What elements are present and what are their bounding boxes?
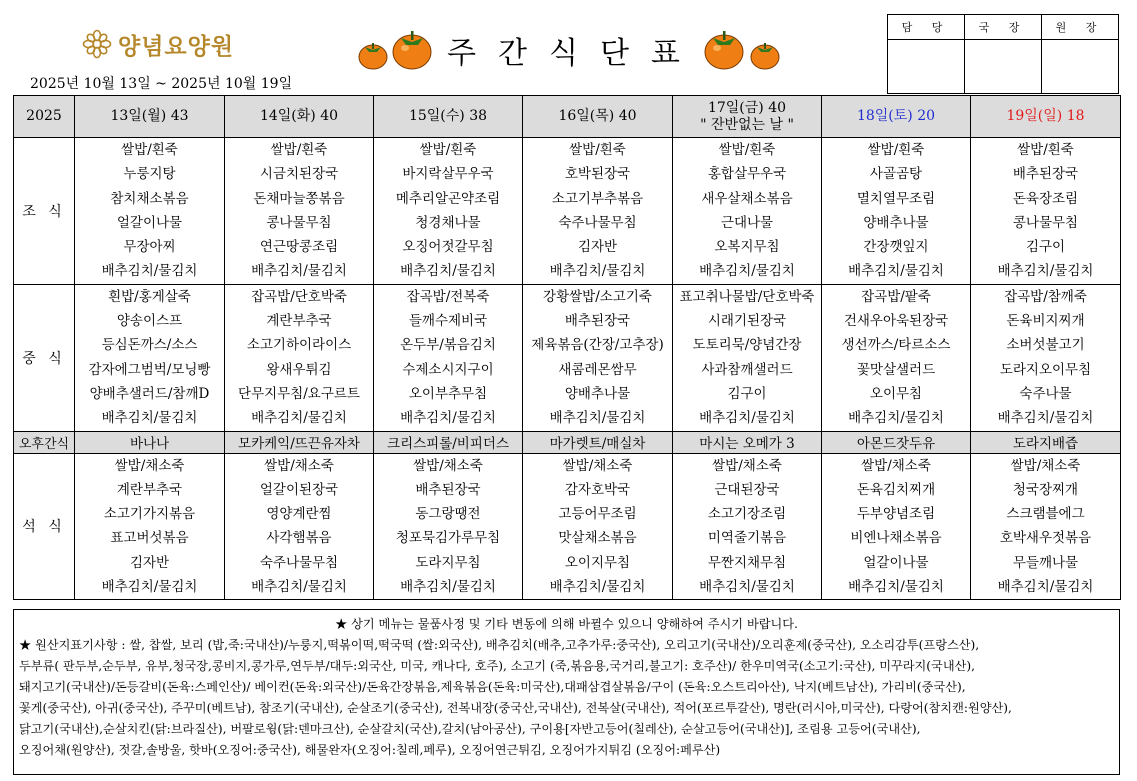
menu-item: 쌀밥/채소죽 [562, 457, 633, 474]
menu-item: 잡곡밥/단호박죽 [251, 288, 347, 305]
menu-item: 연근땅콩조림 [259, 239, 339, 256]
menu-item: 청경채나물 [415, 214, 481, 231]
day-header: 17일(금) 40 " 잔반없는 날 " [673, 96, 822, 138]
menu-cell [523, 453, 673, 600]
menu-item: 배추김치/물김치 [699, 263, 795, 280]
menu-item: 제육볶음(간장/고추장) [531, 337, 664, 354]
title-area [355, 22, 785, 74]
meal-label-snack: 오후간식 [14, 431, 75, 453]
menu-item: 호박새우젓볶음 [999, 530, 1092, 547]
signature-cell[interactable] [888, 40, 965, 94]
menu-item: 쌀밥/흰죽 [569, 142, 626, 158]
menu-item: 김구이 [727, 385, 767, 402]
menu-cell [225, 138, 374, 285]
menu-item: 무장아찌 [123, 239, 176, 256]
menu-item: 김자반 [577, 239, 618, 256]
meal-label-breakfast: 조 식 [14, 138, 75, 285]
origin-line: 닭고기(국내산),순살치킨(닭:브라질산), 버팔로윙(닭:덴마크산), 순살갈치(국산),갈치(남아공산), 구이용[자반고등어(칠레산), 순살고등어(국내산)], 조림용 고등어(국내산), [19, 722, 921, 736]
menu-item: 무짠지채무침 [707, 554, 787, 571]
logo [82, 26, 234, 62]
meal-label-dinner: 석 식 [14, 453, 75, 600]
menu-item: 숙주나물무침 [558, 214, 637, 231]
persimmon-icon [357, 38, 389, 70]
menu-item: 메추리알곤약조림 [395, 190, 501, 207]
menu-cell [673, 453, 822, 600]
menu-item: 배추김치/물김치 [549, 579, 646, 596]
menu-cell [822, 138, 971, 285]
menu-item: 배추김치/물김치 [251, 410, 347, 427]
menu-item: 꽃맛살샐러드 [856, 361, 936, 378]
menu-item: 배추김치/물김치 [699, 579, 795, 596]
menu-item: 간장깻잎지 [863, 239, 929, 256]
menu-item: 오이부추무침 [408, 385, 488, 402]
approval-label: 담 당 [888, 15, 965, 40]
menu-item: 김자반 [129, 554, 170, 571]
menu-item: 소고기장조림 [707, 506, 787, 523]
day-header: 14일(화) 40 [225, 96, 374, 138]
menu-item: 감자에그범벅/모닝빵 [88, 361, 211, 378]
menu-item: 배추김치/물김치 [251, 579, 347, 596]
menu-item: 새우살채소볶음 [701, 190, 793, 207]
menu-item: 양송이스프 [116, 313, 183, 330]
menu-item: 청국장찌개 [1012, 481, 1079, 498]
menu-cell [673, 138, 822, 285]
menu-item: 등심돈까스/소스 [101, 337, 198, 354]
menu-item: 배추김치/물김치 [101, 579, 198, 596]
menu-item: 배추김치/물김치 [997, 579, 1094, 596]
menu-cell [971, 138, 1121, 285]
menu-cell [75, 453, 225, 600]
persimmon-icon [703, 26, 745, 70]
approval-box [887, 14, 1119, 94]
menu-item: 바지락살무우국 [402, 166, 494, 183]
menu-item: 잡곡밥/전복죽 [406, 288, 490, 305]
menu-item: 도라지오이무침 [999, 361, 1092, 378]
signature-cell[interactable] [965, 40, 1042, 94]
menu-item: 온두부/볶음김치 [400, 337, 496, 354]
menu-cell [75, 138, 225, 285]
menu-item: 쌀밥/흰죽 [867, 142, 925, 158]
menu-item: 숙주나물무침 [259, 554, 339, 571]
menu-item: 소고기하이라이스 [246, 337, 352, 354]
menu-item: 배추김치/물김치 [549, 410, 646, 427]
snack-cell: 아몬드잣두유 [822, 431, 971, 453]
menu-item: 양배추나물 [564, 385, 631, 402]
notice-text: ★ 상기 메뉴는 물품사정 및 기타 변동에 의해 바뀔수 있으니 양해하여 주시기 바랍니다. [335, 617, 798, 631]
menu-item: 소고기부추볶음 [551, 190, 644, 207]
menu-item: 숙주나물 [1019, 385, 1072, 402]
menu-item: 배추김치/물김치 [400, 410, 496, 427]
menu-item: 왕새우튀김 [266, 361, 332, 378]
menu-item: 잡곡밥/팥죽 [861, 288, 931, 305]
menu-item: 배추김치/물김치 [101, 263, 198, 280]
weekly-menu-table [13, 95, 1121, 600]
persimmon-icon [391, 26, 433, 70]
approval-label: 국 장 [965, 15, 1042, 40]
menu-cell [971, 453, 1121, 600]
menu-cell [673, 284, 822, 431]
menu-item: 맛살채소볶음 [558, 530, 637, 547]
snack-cell: 크리스피롤/비피더스 [374, 431, 523, 453]
menu-item: 근대된장국 [714, 481, 780, 498]
menu-item: 콩나물무침 [1012, 214, 1079, 231]
menu-item: 무들깨나물 [1012, 554, 1079, 571]
menu-item: 수제소시지구이 [402, 361, 494, 378]
menu-item: 얼갈이된장국 [259, 481, 339, 498]
menu-item: 배추된장국 [564, 313, 631, 330]
menu-item: 오복지무침 [714, 239, 780, 256]
menu-item: 쌀밥/채소죽 [861, 457, 931, 474]
origin-line: 꽃게(중국산), 아귀(중국산), 주꾸미(베트남), 참조기(국내산), 순살조기(중국산), 전복내장(중국산,국내산), 전복살(국내산), 적어(포르투갈산), 명란(러시아,미국산), 다랑어(참치캔:원양산), [19, 701, 1012, 715]
menu-item: 생선까스/타르소스 [841, 337, 951, 354]
menu-item: 배추김치/물김치 [400, 263, 496, 280]
notes-box [13, 609, 1120, 775]
menu-item: 돈육비지찌개 [1006, 313, 1085, 330]
menu-item: 돈육장조림 [1012, 190, 1079, 207]
menu-item: 배추김치/물김치 [400, 579, 496, 596]
menu-item: 배추김치/물김치 [251, 263, 347, 280]
menu-item: 계란부추국 [266, 313, 332, 330]
menu-item: 배추김치/물김치 [997, 410, 1094, 427]
menu-cell [225, 453, 374, 600]
menu-item: 스크램블에그 [1006, 506, 1085, 523]
menu-item: 배추김치/물김치 [549, 263, 646, 280]
day-header: 16일(목) 40 [523, 96, 673, 138]
origin-line: 오징어채(원양산), 젓갈,솔방울, 핫바(오징어:중국산), 해물완자(오징어:칠레,페루), 오징어연근튀김, 오징어가지튀김 (오징어:페루산) [19, 743, 721, 757]
meal-label-lunch: 중 식 [14, 284, 75, 431]
menu-item: 영양계란찜 [266, 506, 332, 523]
menu-item: 쌀밥/채소죽 [413, 457, 483, 474]
menu-item: 쌀밥/채소죽 [712, 457, 782, 474]
day-header-sunday: 19일(일) 18 [971, 96, 1121, 138]
menu-item: 소버섯불고기 [1006, 337, 1085, 354]
menu-item: 쌀밥/흰죽 [270, 142, 328, 158]
menu-item: 들깨수제비국 [408, 313, 488, 330]
day-header: 15일(수) 38 [374, 96, 523, 138]
menu-item: 배추김치/물김치 [101, 410, 198, 427]
menu-item: 얼갈이나물 [116, 214, 183, 231]
persimmon-icon [749, 38, 781, 70]
origin-line: 돼지고기(국내산)/돈등갈비(돈육:스페인산)/ 베이컨(돈육:외국산)/돈육간장볶음,제육볶음(돈육:미국산),대패삼겹살볶음/구이 (돈육:오스트리아산), 낙지(베트남산), 가리비(중국산), [19, 680, 966, 694]
menu-item: 배추된장국 [1012, 166, 1079, 183]
menu-item: 쌀밥/흰죽 [419, 142, 477, 158]
menu-item: 배추김치/물김치 [997, 263, 1094, 280]
no-leftover-day-note: " 잔반없는 날 " [700, 116, 794, 133]
flower-logo-icon [82, 29, 112, 59]
logo-text: 양념요양원 [118, 33, 235, 60]
menu-cell [75, 284, 225, 431]
menu-item: 강황쌀밥/소고기죽 [543, 288, 652, 305]
menu-item: 배추김치/물김치 [699, 410, 795, 427]
date-range: 2025년 10월 13일 ~ 2025년 10월 19일 [30, 76, 293, 92]
menu-item: 사과참깨샐러드 [701, 361, 793, 378]
menu-item: 쌀밥/흰죽 [121, 142, 178, 158]
menu-item: 쌀밥/채소죽 [114, 457, 185, 474]
menu-item: 청포묵김가루무침 [395, 530, 501, 547]
year-header: 2025 [14, 96, 75, 138]
menu-item: 미역줄기볶음 [707, 530, 787, 547]
menu-item: 새콤레몬쌈무 [558, 361, 637, 378]
menu-item: 표고취나물밥/단호박죽 [679, 288, 815, 305]
menu-item: 양배추나물 [863, 214, 929, 231]
menu-item: 흰밥/홍게살죽 [108, 288, 191, 305]
menu-item: 사골곰탕 [869, 166, 923, 183]
menu-item: 감자호박국 [564, 481, 631, 498]
menu-item: 사각햄볶음 [266, 530, 332, 547]
menu-item: 단무지무침/요구르트 [238, 385, 360, 402]
menu-item: 도토리묵/양념간장 [692, 337, 802, 354]
day-header: 13일(월) 43 [75, 96, 225, 138]
menu-item: 근대나물 [720, 214, 774, 231]
menu-item: 비엔나채소볶음 [850, 530, 942, 547]
menu-item: 시금치된장국 [259, 166, 339, 183]
menu-cell [225, 284, 374, 431]
menu-item: 쌀밥/흰죽 [718, 142, 776, 158]
menu-item: 호박된장국 [564, 166, 631, 183]
menu-item: 잡곡밥/참깨죽 [1004, 288, 1087, 305]
menu-item: 건새우아욱된장국 [843, 313, 949, 330]
menu-item: 표고버섯볶음 [110, 530, 189, 547]
menu-cell [374, 284, 523, 431]
menu-item: 고등어무조림 [558, 506, 637, 523]
menu-cell [523, 284, 673, 431]
menu-item: 돈채마늘쫑볶음 [253, 190, 345, 207]
menu-item: 돈육김치찌개 [856, 481, 936, 498]
menu-item: 배추김치/물김치 [848, 410, 944, 427]
menu-item: 배추김치/물김치 [848, 263, 944, 280]
menu-item: 오이무침 [869, 385, 923, 402]
snack-cell: 마가렛트/매실차 [523, 431, 673, 453]
menu-item: 쌀밥/흰죽 [1017, 142, 1074, 158]
menu-item: 동그랑땡전 [415, 506, 481, 523]
menu-item: 두부양념조림 [856, 506, 936, 523]
menu-item: 김구이 [1025, 239, 1066, 256]
snack-cell: 마시는 오메가 3 [673, 431, 822, 453]
menu-item: 콩나물무침 [266, 214, 332, 231]
day-header-saturday: 18일(토) 20 [822, 96, 971, 138]
menu-item: 홍합살무우국 [707, 166, 787, 183]
menu-item: 시래기된장국 [707, 313, 787, 330]
menu-item: 참치채소볶음 [110, 190, 189, 207]
origin-line: ★ 원산지표기사항 : 쌀, 찹쌀, 보리 (밥,죽:국내산)/누룽지,떡볶이떡,떡국떡 (쌀:외국산), 배추김치(배추,고추가루:중국산), 오리고기(국내산)/오리훈제(중국산), 오소리감투(프랑스산), [19, 638, 980, 652]
menu-item: 멸치열무조림 [856, 190, 936, 207]
snack-cell: 도라지배즙 [971, 431, 1121, 453]
snack-cell: 바나나 [75, 431, 225, 453]
menu-item: 도라지무침 [415, 554, 481, 571]
menu-item: 오징어젓갈무침 [402, 239, 494, 256]
page-title: 주간식단표 [447, 36, 702, 71]
menu-item: 얼갈이나물 [863, 554, 929, 571]
approval-label: 원 장 [1042, 15, 1119, 40]
menu-item: 쌀밥/채소죽 [264, 457, 334, 474]
menu-cell [523, 138, 673, 285]
menu-item: 양배추샐러드/참깨D [89, 385, 210, 402]
menu-cell [971, 284, 1121, 431]
origin-line: 두부류( 판두부,순두부, 유부,청국장,콩비지,콩가루,연두부/대두:외국산, 미국, 캐나다, 호주), 소고기 (죽,볶음용,국거리,불고기: 호주산)/ 한우미역국(소고기:국산), 미꾸라지(국내산), [19, 659, 975, 673]
menu-item: 배추김치/물김치 [848, 579, 944, 596]
menu-item: 소고기가지볶음 [103, 506, 196, 523]
menu-item: 배추된장국 [415, 481, 481, 498]
menu-cell [822, 284, 971, 431]
menu-item: 계란부추국 [116, 481, 183, 498]
menu-item: 쌀밥/채소죽 [1010, 457, 1081, 474]
menu-item: 오이지무침 [564, 554, 631, 571]
menu-cell [822, 453, 971, 600]
snack-cell: 모카케익/뜨끈유자차 [225, 431, 374, 453]
menu-cell [374, 453, 523, 600]
menu-cell [374, 138, 523, 285]
menu-item: 누룽지탕 [123, 166, 176, 183]
signature-cell[interactable] [1042, 40, 1119, 94]
